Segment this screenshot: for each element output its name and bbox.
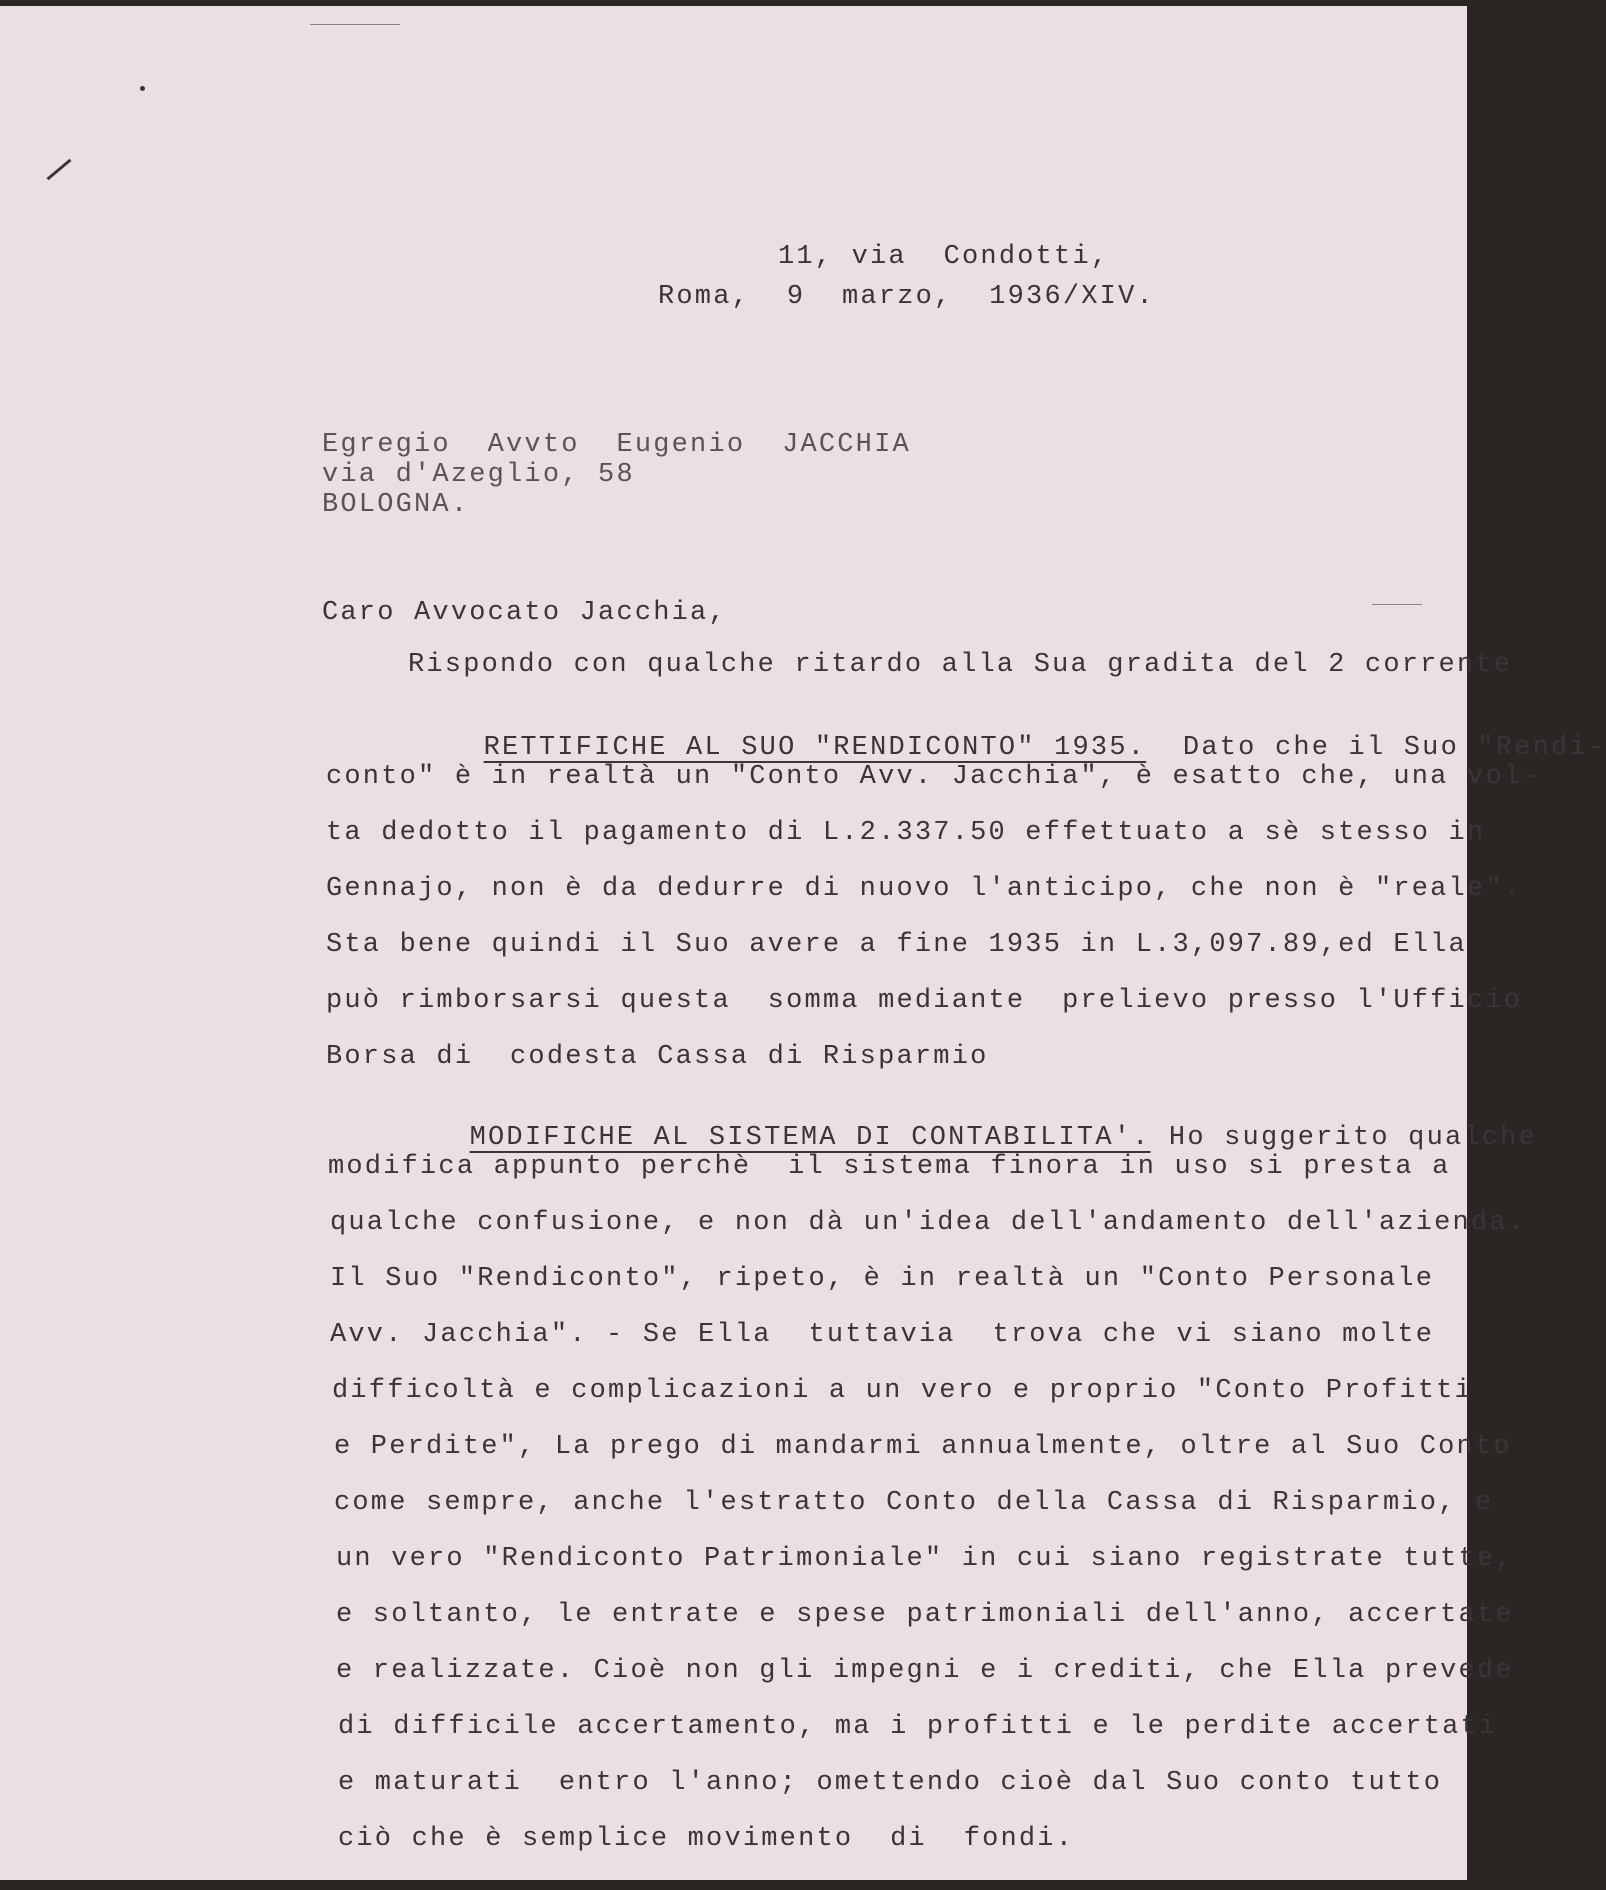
- heading-line-rest: Dato che il Suo "Rendi-: [1146, 733, 1606, 763]
- body-line: come sempre, anche l'estratto Conto della Cassa di Risparmio, e: [334, 1488, 1494, 1518]
- body-line: e soltanto, le entrate e spese patrimoniali dell'anno, accertate: [336, 1600, 1514, 1630]
- top-rule-fragment: [310, 24, 400, 25]
- body-line: può rimborsarsi questa somma mediante prelievo presso l'Ufficio: [326, 986, 1523, 1016]
- body-line: Borsa di codesta Cassa di Risparmio: [326, 1042, 989, 1072]
- ink-stroke: [47, 159, 72, 181]
- body-line: e maturati entro l'anno; omettendo cioè dal Suo conto tutto: [338, 1768, 1443, 1798]
- body-line: di difficile accertamento, ma i profitti e le perdite accertati: [338, 1712, 1498, 1742]
- ink-speck: [140, 86, 145, 91]
- body-line: un vero "Rendiconto Patrimoniale" in cui siano registrate tutte,: [336, 1544, 1514, 1574]
- sender-address: 11, via Condotti,: [778, 242, 1110, 272]
- body-line: modifica appunto perchè il sistema finora in uso si presta a: [328, 1152, 1451, 1182]
- salutation: Caro Avvocato Jacchia,: [322, 598, 727, 628]
- heading-line-rest: Ho suggerito qualche: [1150, 1123, 1537, 1153]
- right-margin-fragment: [1372, 604, 1422, 605]
- body-line: ciò che è semplice movimento di fondi.: [338, 1824, 1075, 1854]
- body-line: Avv. Jacchia". - Se Ella tuttavia trova che vi siano molte: [330, 1320, 1435, 1350]
- recipient-name: Egregio Avvto Eugenio JACCHIA: [322, 430, 911, 460]
- body-line: ta dedotto il pagamento di L.2.337.50 effettuato a sè stesso in: [326, 818, 1486, 848]
- body-line: Sta bene quindi il Suo avere a fine 1935 in L.3,097.89,ed Ella: [326, 930, 1467, 960]
- section-heading-modifiche: MODIFICHE AL SISTEMA DI CONTABILITA'.: [469, 1123, 1151, 1153]
- body-line: e realizzate. Cioè non gli impegni e i crediti, che Ella prevede: [336, 1656, 1514, 1686]
- letter-date: Roma, 9 marzo, 1936/XIV.: [658, 282, 1155, 312]
- body-line: qualche confusione, e non dà un'idea dell'andamento dell'azienda.: [330, 1208, 1527, 1238]
- recipient-street: via d'Azeglio, 58: [322, 460, 635, 490]
- recipient-city: BOLOGNA.: [322, 490, 470, 520]
- body-line: Il Suo "Rendiconto", ripeto, è in realtà un "Conto Personale: [330, 1264, 1435, 1294]
- body-line: conto" è in realtà un "Conto Avv. Jacchia", è esatto che, una vol-: [326, 762, 1541, 792]
- body-line: difficoltà e complicazioni a un vero e proprio "Conto Profitti: [332, 1376, 1473, 1406]
- body-line: e Perdite", La prego di mandarmi annualmente, oltre al Suo Conto: [334, 1432, 1512, 1462]
- body-line: Rispondo con qualche ritardo alla Sua gradita del 2 corrente: [408, 650, 1513, 680]
- body-line: Gennajo, non è da dedurre di nuovo l'anticipo, che non è "reale".: [326, 874, 1523, 904]
- section-heading-rettifiche: RETTIFICHE AL SUO "RENDICONTO" 1935.: [483, 733, 1147, 763]
